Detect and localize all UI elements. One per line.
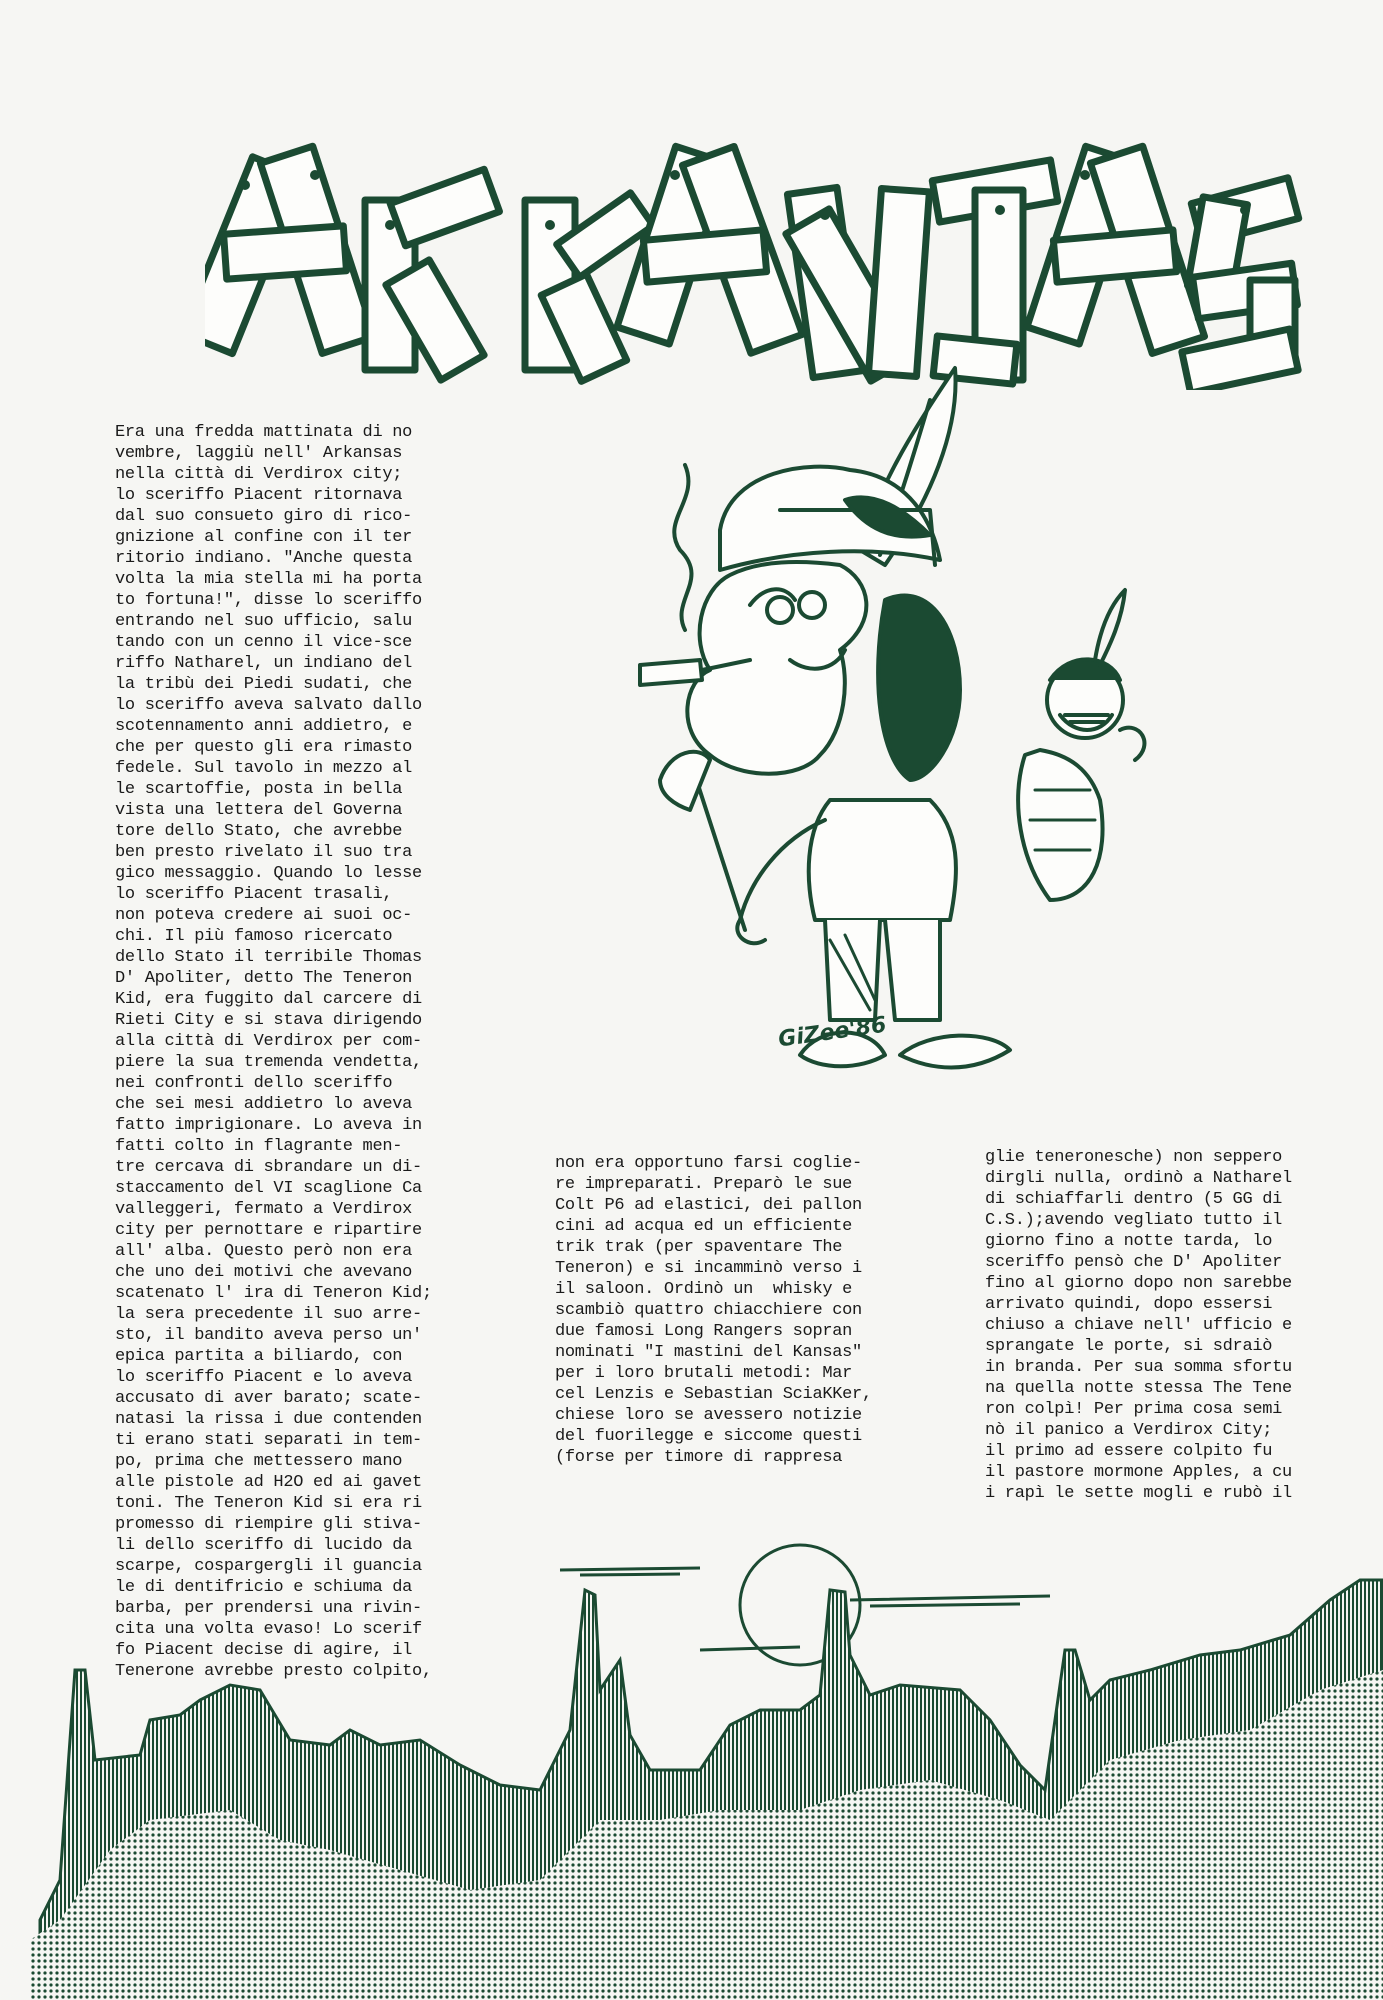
plank-lettering (205, 130, 1315, 390)
artist-signature: GiZee'86 (776, 1012, 888, 1053)
article-column-2: non era opportuno farsi coglie- re impreparati. Preparò le sue Colt P6 ad elastici, dei pallon cini ad acqua ed un efficiente trik trak (per spaventare The Teneron) e si incamminò verso i il saloon. Ordinò un whisky e scambiò quattro chiacchiere con due famosi Long Rangers sopran nominati "I mastini del Kansas" per i loro brutali metodi: Mar cel Lenzis e Sebastian SciaKKer, chiese loro se avessero notizie del fuorilegge e siccome questi (forse per timore di rappresa (555, 1154, 872, 1467)
article-column-3: glie teneronesche) non seppero dirgli nulla, ordinò a Natharel di schiaffarli dentro (5 GG di C.S.);avendo vegliato tutto il giorno fino a notte tarda, lo sceriffo pensò che D' Apoliter fino al giorno dopo non sarebbe arrivato quindi, dopo essersi chiuso a chiave nell' ufficio e sprangate le porte, si sdraiò in branda. Per sua somma sfortu na quella notte stessa The Tene ron colpì! Per prima cosa semi nò il panico a Verdirox City; il primo ad essere colpito fu il pastore mormone Apples, a cu i rapì le sette mogli e rubò il (985, 1148, 1292, 1503)
article-column-1: Era una fredda mattinata di no vembre, laggiù nell' Arkansas nella città di Verdirox city; lo sceriffo Piacent ritornava dal suo consueto giro di rico- gnizione al confine con il ter ritorio indiano. "Anche questa volta la mia stella mi ha porta to fortuna!", disse lo sceriffo entrando nel suo ufficio, salu tando con un cenno il vice-sce riffo Natharel, un indiano del la tribù dei Piedi sudati, che lo sceriffo aveva salvato dallo scotennamento anni addietro, e che per questo gli era rimasto fedele. Sul tavolo in mezzo al le scartoffie, posta in bella vista una lettera del Governa tore dello Stato, che avrebbe ben presto rivelato il suo tra gico messaggio. Quando lo lesse lo sceriffo Piacent trasalì, non poteva credere ai suoi oc- chi. Il più famoso ricercato dello Stato il terribile Thomas D' Apoliter, detto The Teneron Kid, era fuggito dal carcere di Rieti City e si stava dirigendo alla città di Verdirox per com- piere la sua tremenda vendetta, nei confronti dello sceriffo che sei mesi addietro lo aveva fatto imprigionare. Lo aveva in fatti colto in flagrante men- tre cercava di sbrandare un di- staccamento del VI scaglione Ca valleggeri, fermato a Verdirox city per pernottare e ripartire all' alba. Questo però non era che uno dei motivi che avevano scatenato l' ira di Teneron Kid; la sera precedente il suo arre- sto, il bandito aveva perso un' epica partita a biliardo, con lo sceriffo Piacent e lo aveva accusato di aver barato; scate- natasi la rissa i due contenden ti erano stati separati in tem- po, prima che mettessero mano alle pistole ad H2O ed ai gavet toni. The Teneron Kid si era ri promesso di riempire gli stiva- li dello sceriffo di lucido da scarpe, cospargergli il guancia le di dentifricio e schiuma da barba, per prendersi una rivin- cita una volta evaso! Lo scerif fo Piacent decise di agire, il Tenerone avrebbe presto colpito, (115, 423, 432, 1681)
title-arkansas (205, 130, 1315, 390)
mesa-landscape-illustration (0, 1520, 1383, 2000)
cartoon-illustration (630, 360, 1210, 1120)
